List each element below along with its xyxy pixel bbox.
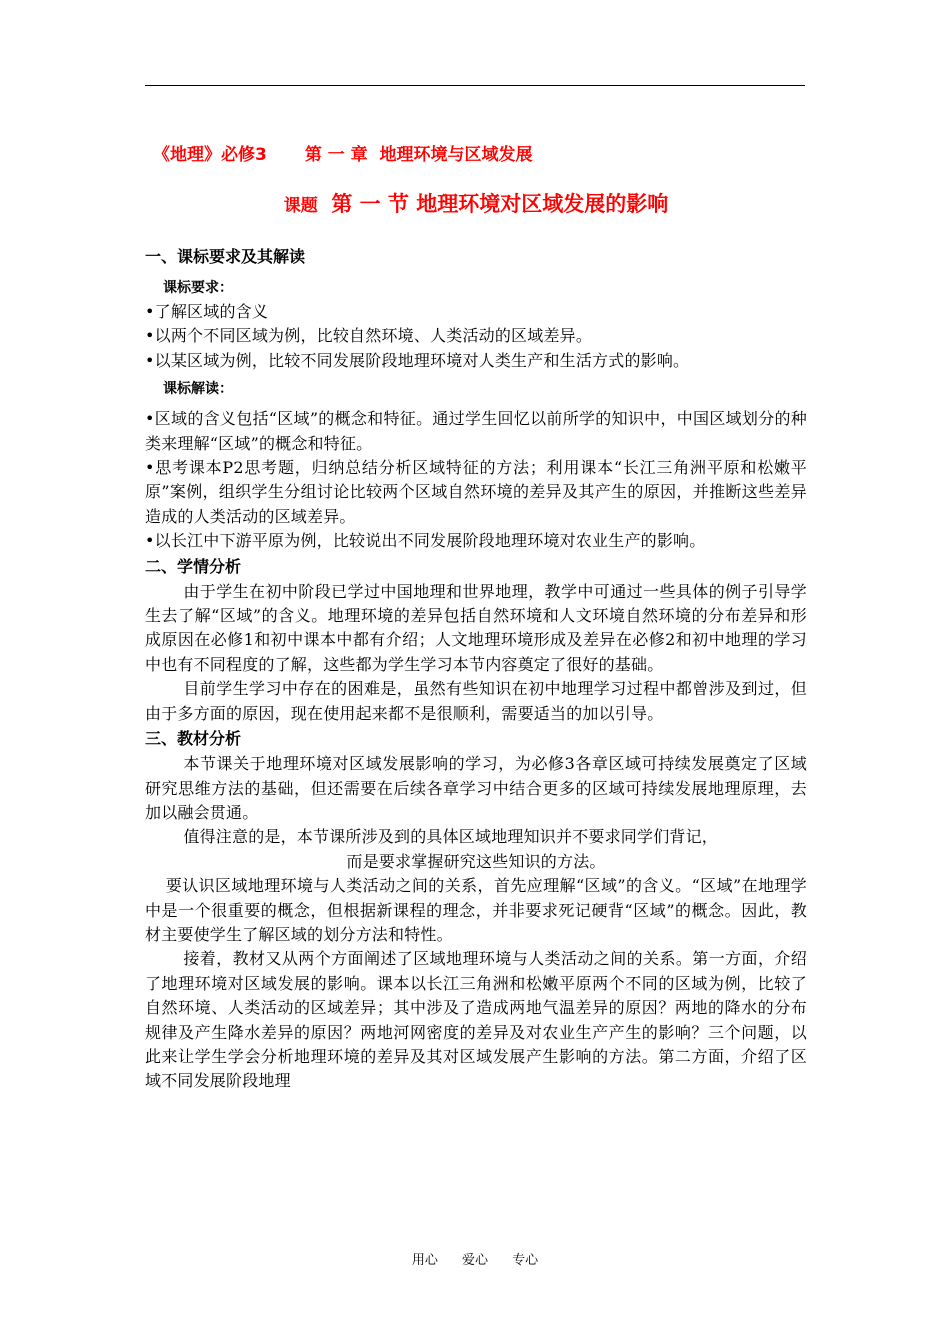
chapter-heading xyxy=(153,140,807,170)
requirements-label: 课标要求： xyxy=(163,280,233,296)
paragraph: 由于学生在初中阶段已学过中国地理和世界地理，教学中可通过一些具体的例子引导学生去了解“区域”的含义。地理环境的差异包括自然环境和人文环境自然环境的分布差异和形成原因在必修1和初中课本中都有介绍；人文地理环境形成及差异在必修2和初中地理的学习中也有不同程度的了解，这些都为学生学习本节内容奠定了很好的基础。 xyxy=(145,581,807,674)
paragraph: 要认识区域地理环境与人类活动之间的关系，首先应理解“区域”的含义。“区域”在地理学中是一个很重要的概念，但根据新课程的理念，并非要求死记硬背“区域”的概念。因此，教材主要使学生了解区域的划分方法和特性。 xyxy=(145,876,807,944)
list-item: •以两个不同区域为例，比较自然环境、人类活动的区域差异。 xyxy=(145,326,593,346)
list-item: •思考课本P2思考题，归纳总结分析区域特征的方法；利用课本“长江三角洲平原和松嫩平原”案例，组织学生分组讨论比较两个区域自然环境的差异及其产生的原因，并推断这些差异造成的人类活动的区域差异。 xyxy=(145,458,807,526)
section-3-title: 三、教材分析 xyxy=(145,729,242,749)
paragraph-continuation: 而是要求掌握研究这些知识的方法。 xyxy=(346,851,606,871)
list-item: •以某区域为例，比较不同发展阶段地理环境对人类生产和生活方式的影响。 xyxy=(145,350,690,370)
document-body xyxy=(145,140,807,1094)
list-item: •以长江中下游平原为例，比较说出不同发展阶段地理环境对农业生产的影响。 xyxy=(145,531,706,551)
lesson-title: 第 一 节 地理环境对区域发展的影响 xyxy=(331,192,669,216)
list-item: •区域的含义包括“区域”的概念和特征。通过学生回忆以前所学的知识中，中国区域划分的种类来理解“区域”的概念和特征。 xyxy=(145,409,807,453)
list-item: •了解区域的含义 xyxy=(145,302,269,321)
lesson-prefix: 课题 xyxy=(283,196,318,216)
header-rule xyxy=(145,85,805,86)
lesson-heading xyxy=(145,184,807,224)
section-2-title: 二、学情分析 xyxy=(145,556,242,576)
paragraph: 本节课关于地理环境对区域发展影响的学习，为必修3各章区域可持续发展奠定了区域研究思维方法的基础，但还需要在后续各章学习中结合更多的区域可持续发展地理原理，去加以融会贯通。 xyxy=(145,754,807,822)
chapter-title: 第 一 章 地理环境与区域发展 xyxy=(304,145,533,165)
interpretation-label: 课标解读： xyxy=(163,381,233,398)
paragraph: 值得注意的是，本节课所涉及到的具体区域地理知识并不要求同学们背记， xyxy=(183,827,718,847)
paragraph: 接着，教材又从两个方面阐述了区域地理环境与人类活动之间的关系。第一方面，介绍了地理环境对区域发展的影响。课本以长江三角洲和松嫩平原两个不同的区域为例，比较了自然环境、人类活动的区域差异；其中涉及了造成两地气温差异的原因？两地的降水的分布规律及产生降水差异的原因？两地河网密度的差异及对农业生产产生的影响？三个问题，以此来让学生学会分析地理环境的差异及其对区域发展产生影响的方法。第二方面，介绍了区域不同发展阶段地理 xyxy=(145,949,807,1091)
page-footer: 用心 爱心 专心 xyxy=(411,1253,539,1268)
paragraph: 目前学生学习中存在的困难是，虽然有些知识在初中地理学习过程中都曾涉及到过，但由于多方面的原因，现在使用起来都不是很顺利，需要适当的加以引导。 xyxy=(145,679,807,723)
section-1-title: 一、课标要求及其解读 xyxy=(145,247,306,266)
chapter-book: 《地理》必修3 xyxy=(153,145,267,165)
